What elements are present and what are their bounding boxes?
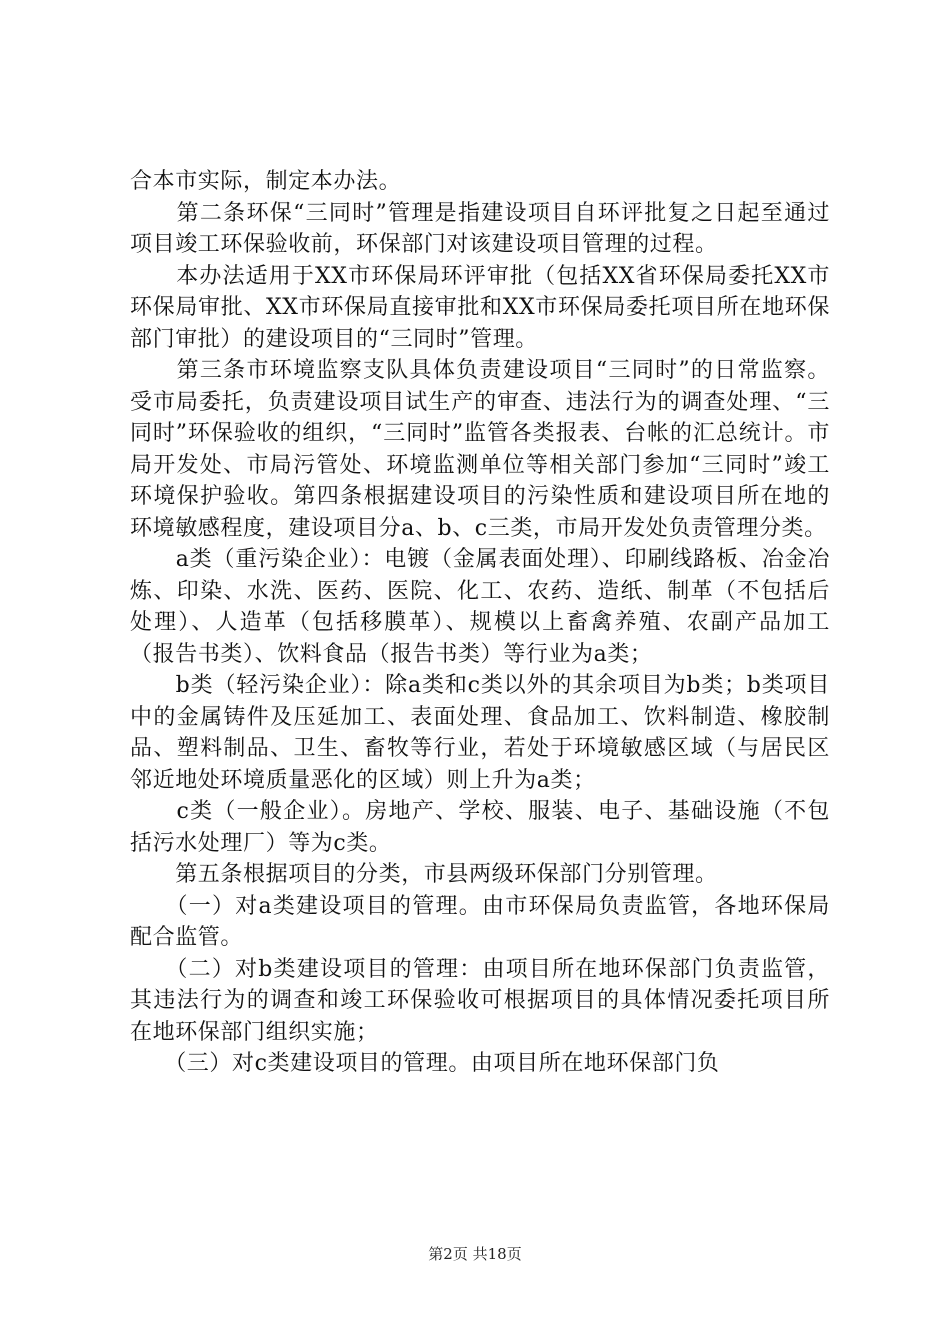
paragraph-1: 合本市实际，制定本办法。	[130, 169, 402, 194]
paragraph-3: 本办法适用于XX市环保局环评审批（包括XX省环保局委托XX市环保局审批、XX市环保局直接审批和XX市环保局委托项目所在地环保部门审批）的建设项目的“三同时”管理。	[130, 263, 830, 352]
paragraph-4: 第三条市环境监察支队具体负责建设项目“三同时”的日常监察。受市局委托，负责建设项目试生产的审查、违法行为的调查处理、“三同时”环保验收的组织，“三同时”监管各类报表、台帐的汇总统计。市局开发处、市局污管处、环境监测单位等相关部门参加“三同时”竣工环境保护验收。第四条根据建设项目的污染性质和建设项目所在地的环境敏感程度，建设项目分a、b、c三类，市局开发处负责管理分类。	[130, 358, 830, 541]
paragraph-7: c类（一般企业）。房地产、学校、服装、电子、基础设施（不包括污水处理厂）等为c类。	[130, 799, 830, 856]
document-body	[130, 166, 830, 1080]
paragraph-11: （三）对c类建设项目的管理。由项目所在地环保部门负	[130, 1051, 720, 1076]
page-number-footer: 第2页 共18页	[428, 1245, 522, 1263]
paragraph-9: （一）对a类建设项目的管理。由市环保局负责监管，各地环保局配合监管。	[130, 893, 830, 950]
paragraph-8: 第五条根据项目的分类，市县两级环保部门分别管理。	[130, 862, 718, 887]
paragraph-10: （二）对b类建设项目的管理：由项目所在地环保部门负责监管，其违法行为的调查和竣工环保验收可根据项目的具体情况委托项目所在地环保部门组织实施；	[130, 956, 830, 1045]
paragraph-5: a类（重污染企业）：电镀（金属表面处理）、印刷线路板、冶金冶炼、印染、水洗、医药、医院、化工、农药、造纸、制革（不包括后处理）、人造革（包括移膜革）、规模以上畜禽养殖、农副产品加工（报告书类）、饮料食品（报告书类）等行业为a类；	[130, 547, 830, 667]
paragraph-2: 第二条环保“三同时”管理是指建设项目自环评批复之日起至通过项目竣工环保验收前，环保部门对该建设项目管理的过程。	[130, 200, 830, 257]
paragraph-6: b类（轻污染企业）：除a类和c类以外的其余项目为b类；b类项目中的金属铸件及压延加工、表面处理、食品加工、饮料制造、橡胶制品、塑料制品、卫生、畜牧等行业，若处于环境敏感区域（与居民区邻近地处环境质量恶化的区域）则上升为a类；	[130, 673, 830, 793]
